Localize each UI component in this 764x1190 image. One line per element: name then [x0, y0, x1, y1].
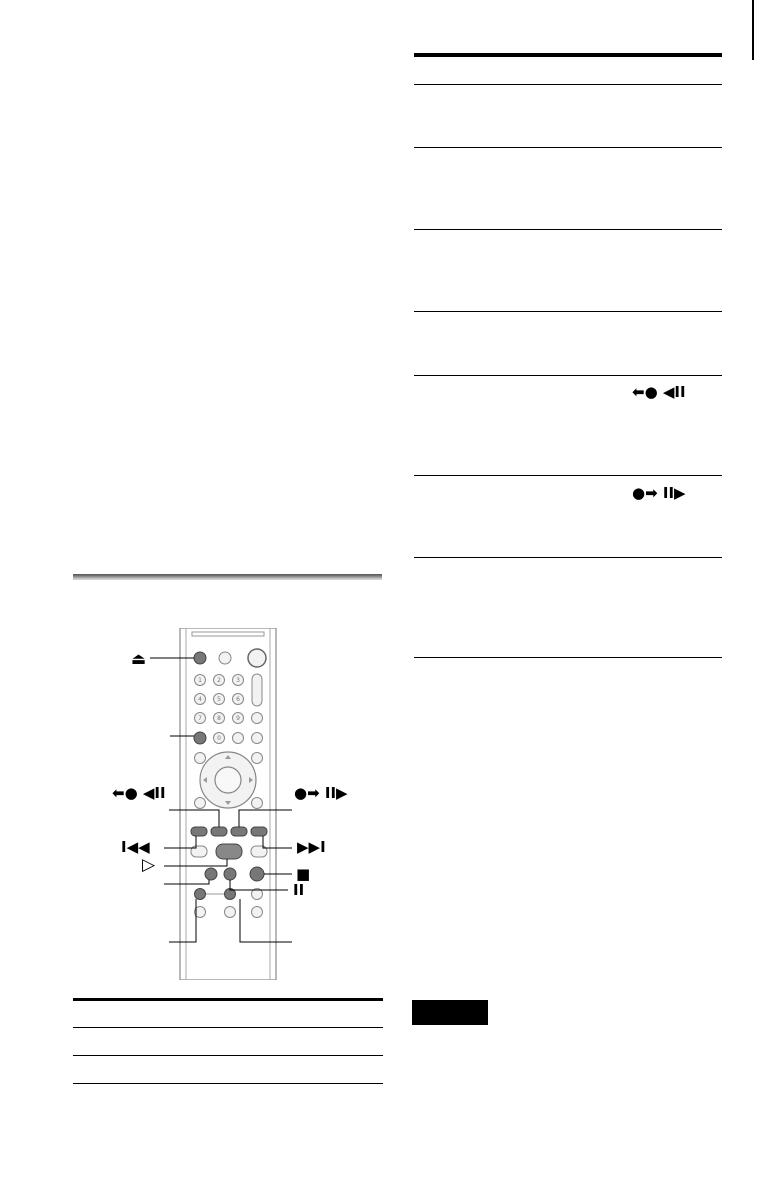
instant-advance-button	[231, 827, 247, 836]
left-table-row-rule	[73, 1055, 383, 1056]
table-top-rule	[414, 53, 722, 57]
table-row-rule	[414, 375, 722, 376]
svg-text:1: 1	[198, 677, 202, 684]
svg-text:0: 0	[217, 735, 221, 742]
left-table-bottom-rule	[73, 1083, 383, 1084]
top-button	[219, 652, 231, 664]
eject-label: ⏏	[131, 649, 147, 668]
remote-top-slot	[192, 632, 264, 636]
section-heading-bar	[73, 574, 382, 580]
instant-advance-symbol: ●➡ II▶	[632, 484, 686, 502]
next-button	[251, 827, 267, 836]
svg-text:6: 6	[236, 696, 240, 703]
table-header-rule	[414, 84, 722, 85]
svg-text:2: 2	[217, 677, 221, 684]
table-bottom-rule	[414, 657, 722, 658]
svg-text:7: 7	[198, 715, 202, 722]
svg-text:5: 5	[217, 696, 221, 703]
eject-button	[194, 652, 206, 664]
table-row-rule	[414, 311, 722, 312]
volume-rocker	[252, 674, 262, 706]
stop-button	[250, 867, 264, 881]
page-edge-mark	[752, 0, 754, 60]
pause-label: II	[293, 881, 305, 899]
stop-label: ■	[296, 865, 311, 883]
table-row-rule	[414, 557, 722, 558]
clear-button	[194, 732, 206, 744]
instant-replay-button	[211, 827, 227, 836]
bottom-left-button	[195, 889, 206, 900]
next-label: ▶▶I	[297, 838, 326, 856]
note-badge	[412, 1000, 488, 1025]
prev-label: I◀◀	[121, 838, 150, 856]
play-button	[216, 844, 242, 859]
power-button	[248, 649, 266, 667]
prev-button	[191, 827, 207, 836]
table-row-rule	[414, 147, 722, 148]
instant-replay-symbol: ⬅● ◀II	[632, 383, 686, 401]
remote-control-diagram	[100, 628, 360, 980]
enter-button	[215, 767, 241, 793]
svg-text:8: 8	[217, 715, 221, 722]
table-row-rule	[414, 475, 722, 476]
svg-text:3: 3	[236, 677, 240, 684]
svg-text:9: 9	[236, 715, 240, 722]
pause-button	[224, 868, 236, 880]
table-row-rule	[414, 229, 722, 230]
left-table-top-rule	[73, 998, 383, 1001]
play-label: ▷	[142, 855, 156, 875]
instant-advance-label: ●➡ II▶	[294, 784, 348, 802]
left-function-button	[205, 868, 217, 880]
left-table-row-rule	[73, 1027, 383, 1028]
instant-replay-label: ⬅● ◀II	[112, 784, 166, 802]
svg-text:4: 4	[198, 696, 202, 703]
